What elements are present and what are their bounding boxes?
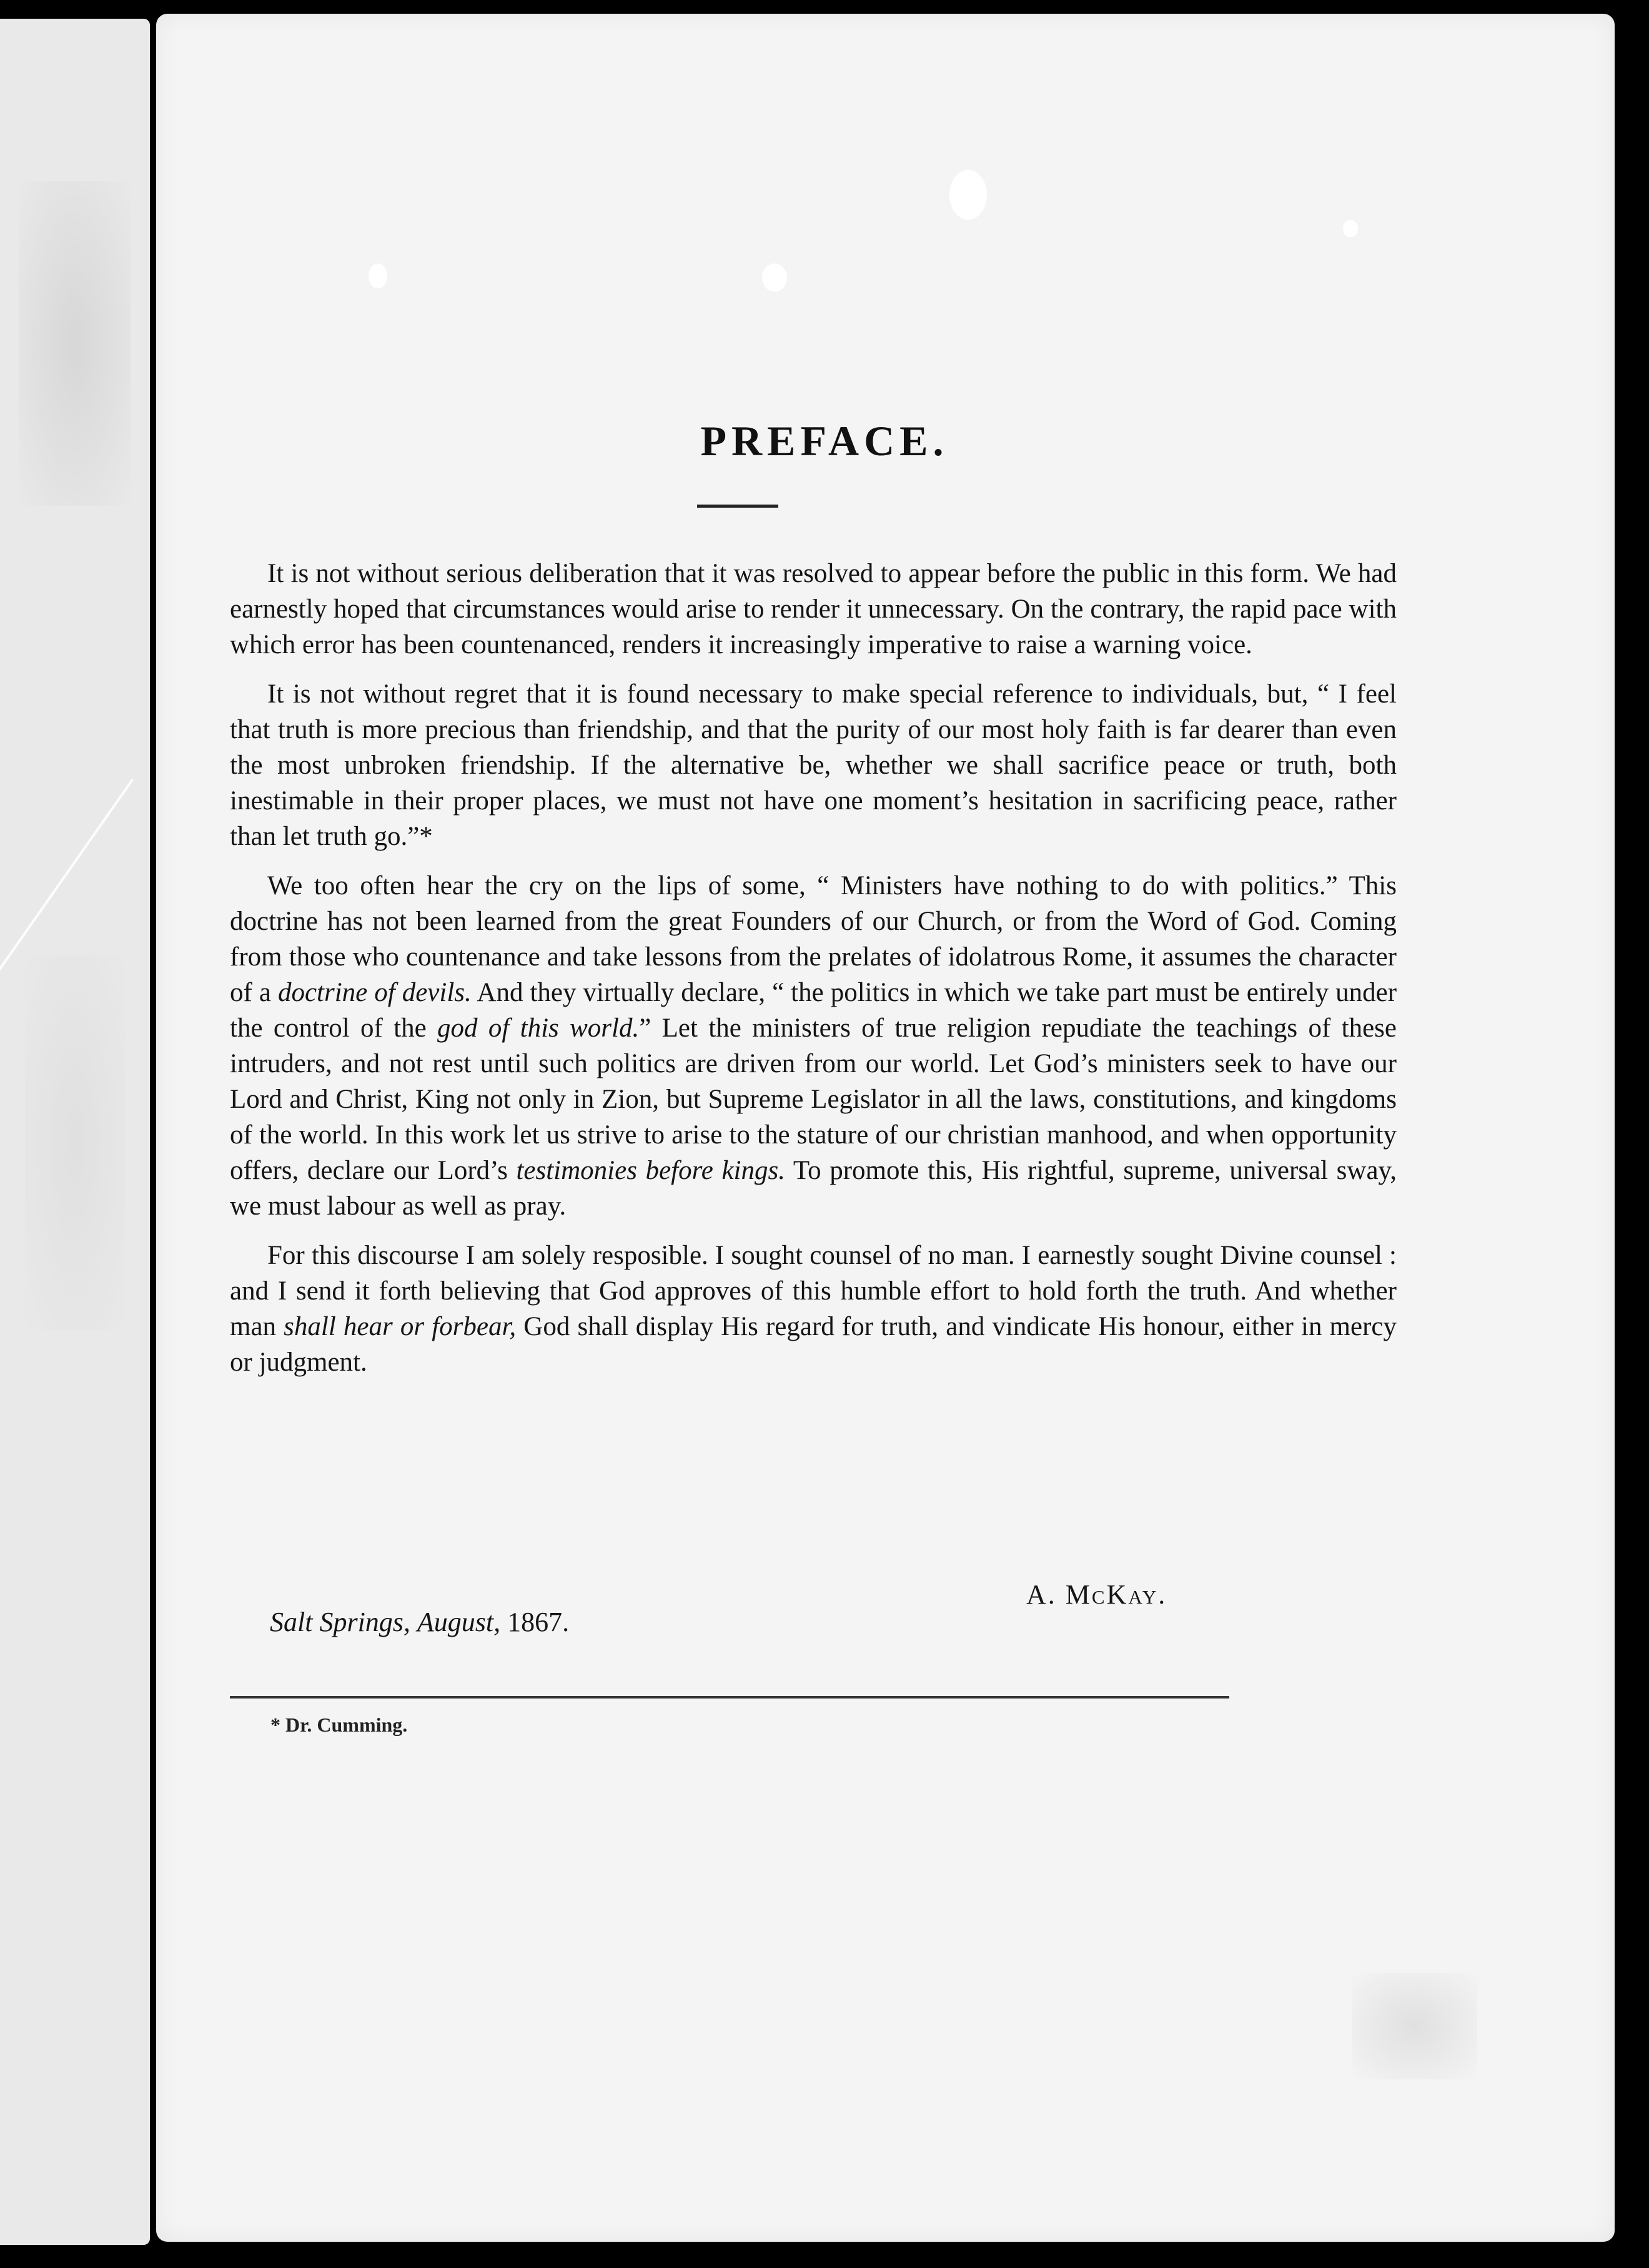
italic-phrase: doctrine of devils. — [277, 978, 472, 1007]
paper-speck — [1343, 220, 1358, 237]
facing-page-edge — [0, 19, 150, 2245]
footnote: * Dr. Cumming. — [270, 1713, 408, 1736]
paper-speck — [949, 170, 987, 220]
italic-phrase: testimonies before kings. — [516, 1156, 785, 1185]
paragraph-4-text: For this discourse I am solely resposible. I sought counsel of no man. I earnestly sought Divine counsel : and I send it forth believing that God approves of this humble effort to hold forth the truth. And whether man — [230, 1241, 1397, 1341]
paper-speck — [762, 264, 787, 292]
dateline-year: 1867. — [507, 1607, 570, 1637]
paper-smudge — [1352, 1973, 1477, 2079]
dateline-place: Salt Springs, — [270, 1607, 410, 1637]
italic-phrase: shall hear or forbear, — [284, 1312, 517, 1341]
title-divider — [697, 505, 778, 508]
page-title: PREFACE. — [700, 417, 949, 465]
paragraph-3-text: And they virtually declare, “ the politics in which we take part must be entirely under the control of the — [230, 978, 1397, 1043]
paper-stain — [25, 955, 125, 1330]
paragraph-3-text: To promote this, His rightful, supreme, universal sway, we must labour as well as pray. — [230, 1156, 1397, 1221]
dateline-month: August, — [417, 1607, 501, 1637]
dateline — [270, 1606, 569, 1638]
paragraph-1: It is not without serious deliberation that it was resolved to appear before the public in this form. We had earnestly hoped that circumstances would arise to render it unnecessary. On the contrary, the rapid pace with which error has been countenanced, renders it increasingly imperative to raise a warning voice. — [230, 559, 1397, 659]
paragraph-4 — [230, 1238, 1397, 1380]
italic-phrase: god of this world. — [437, 1013, 640, 1043]
footnote-divider — [230, 1696, 1229, 1699]
preface-body — [230, 556, 1397, 1394]
paragraph-3 — [230, 868, 1397, 1224]
paragraph-3-text: We too often hear the cry on the lips of some, “ Ministers have nothing to do with politics.” This doctrine has not been learned from the great Founders of our Church, or from the Word of God. Coming from those who countenance and take lessons from the prelates of idolatrous Rome, it assumes the character of a — [230, 871, 1397, 1007]
paragraph-3-text: ” Let the ministers of true religion repudiate the teachings of these intruders, and not rest until such politics are driven from our world. Let God’s ministers seek to have our Lord and Christ, King not only in Zion, but Supreme Legislator in all the laws, constitutions, and kingdoms of the world. In this work let us strive to arise to the stature of our christian manhood, and when opportunity offers, declare our Lord’s — [230, 1013, 1397, 1185]
paper-speck — [369, 264, 387, 288]
author-signature: A. McKay. — [1026, 1579, 1167, 1610]
paragraph-2: It is not without regret that it is found necessary to make special reference to individuals, but, “ I feel that truth is more precious than friendship, and that the purity of our most holy faith is far dearer than even the most unbroken friendship. If the alternative be, whether we shall sacrifice peace or truth, both inestimable in their proper places, we must not have one moment’s hesitation in sacrificing peace, rather than let truth go.”* — [230, 679, 1397, 851]
paragraph-4-text: God shall display His regard for truth, and vindicate His honour, either in mercy or judgment. — [230, 1312, 1397, 1377]
